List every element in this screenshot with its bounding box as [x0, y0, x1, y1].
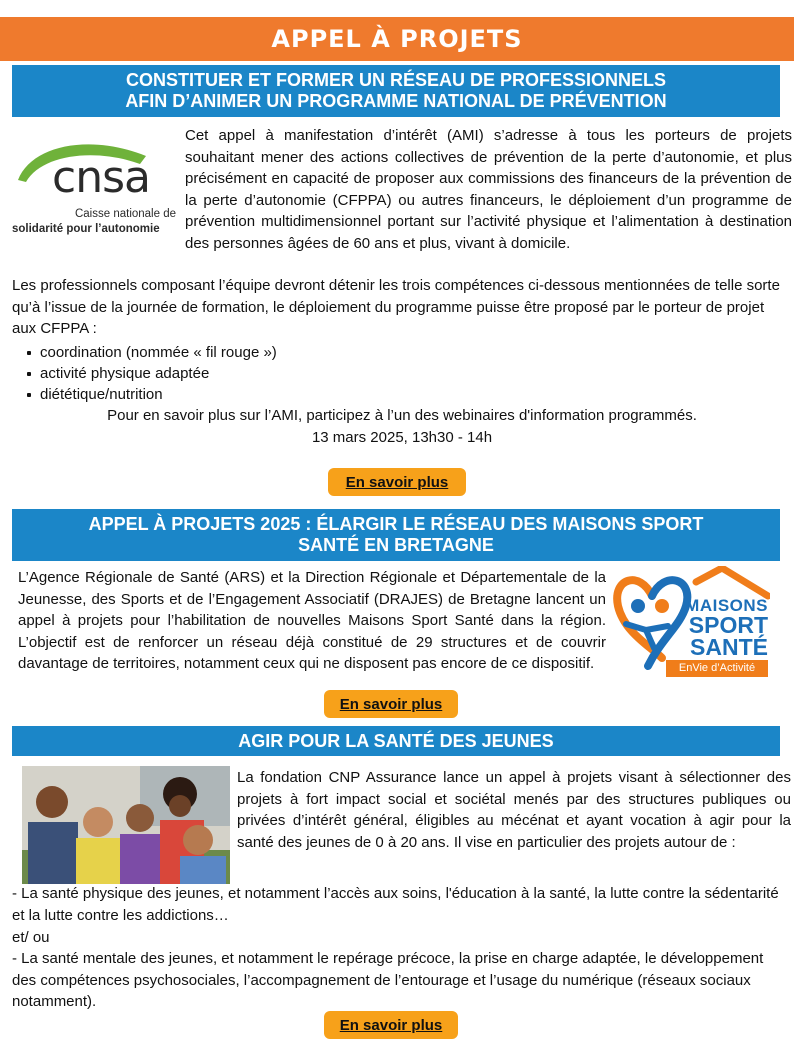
section3-item1: - La santé physique des jeunes, et notamment l’accès aux soins, l'éducation à la santé, la lutte contre la sédentarité et la lutte contre les addictions…: [12, 885, 779, 924]
cnsa-caption-line2: solidarité pour l’autonomie: [12, 223, 160, 235]
section1-more-label: En savoir plus: [345, 473, 449, 491]
section3-connector: et/ ou: [12, 929, 50, 946]
section2-body: L’Agence Régionale de Santé (ARS) et la Direction Régionale et Départementale de la Jeunesse, des Sports et de l’Engagement Associatif (DRAJES) de Bretagne lancent un appel à projets pour l’habilitation de nouvelles Maisons Sport Santé dans la région. L’objectif est de renforcer un réseau déjà constitué de 29 structures et de couvrir davantage de territoires, notamment ceux qui ne disposent pas encore de ce dispositif.: [18, 569, 606, 672]
logo-maisons: MAISONS: [685, 596, 768, 615]
section3-more-button[interactable]: [324, 1011, 458, 1039]
section3-item2: - La santé mentale des jeunes, et notamment le repérage précoce, la prise en charge adaptée, le développement des compétences psychosociales, l’accompagnement de l’entourage et l’usage du numérique (réseaux sociaux notamment).: [12, 950, 764, 1010]
list-item: coordination (nommée « fil rouge »): [12, 342, 512, 363]
section1-webinar-date: 13 mars 2025, 13h30 - 14h: [311, 429, 493, 446]
section3-header: [12, 726, 780, 756]
section3-title: AGIR POUR LA SANTÉ DES JEUNES: [238, 730, 554, 751]
maisons-sport-sante-logo: [610, 566, 770, 678]
section1-header: [12, 65, 780, 117]
section1-title-line2: AFIN D’ANIMER UN PROGRAMME NATIONAL DE PRÉVENTION: [125, 91, 667, 111]
section3-intro: La fondation CNP Assurance lance un appel à projets visant à sélectionner des projets à fort impact social et sociétal menés par des structures publiques ou privées d’intérêt général, éligibles au mécénat et ayant vocation à agir pour la santé des jeunes de 0 à 20 ans. Il vise en particulier des projets autour de :: [237, 769, 791, 851]
section2-more-button[interactable]: [324, 690, 458, 718]
section1-more-button[interactable]: [328, 468, 466, 496]
banner-title: APPEL À PROJETS: [271, 25, 523, 53]
section1-webinar-line: Pour en savoir plus sur l’AMI, participez à l’un des webinaires d'information programmés.: [107, 407, 697, 424]
section1-paragraph2: Les professionnels composant l’équipe devront détenir les trois compétences ci-dessous mentionnées de telle sorte qu’à l’issue de la journée de formation, le déploiement du programme puisse être proposé par le porteur de projet aux CFPPA :: [12, 277, 780, 337]
young-people-photo: [22, 766, 230, 884]
section2-header: [12, 509, 780, 561]
list-item: diététique/nutrition: [12, 384, 512, 405]
cnsa-caption-line1: Caisse nationale de: [74, 208, 176, 220]
top-banner: [0, 17, 794, 61]
section2-more-label: En savoir plus: [339, 695, 443, 713]
logo-sante: SANTÉ: [690, 634, 768, 660]
section2-title-line1: APPEL À PROJETS 2025 : ÉLARGIR LE RÉSEAU DES MAISONS SPORT: [88, 514, 704, 534]
group-photo-icon: [22, 766, 230, 884]
section1-intro: Cet appel à manifestation d’intérêt (AMI) s’adresse à tous les porteurs de projets souhaitant mener des actions collectives de prévention de la perte d’autonomie, et plus précisément en capacité de proposer aux commissions des financeurs de la prévention de la perte d’autonomie (CFPPA) ou autres financeurs, le déploiement d’un programme de prévention multidimensionnel portant sur l’activité physique et l’alimentation à destination des personnes âgées de 60 ans et plus, vivant à domicile.: [185, 127, 792, 252]
logo-sport: SPORT: [688, 612, 768, 638]
cnsa-wordmark: cnsa: [52, 152, 150, 203]
section3-more-label: En savoir plus: [339, 1016, 443, 1034]
section1-title-line1: CONSTITUER ET FORMER UN RÉSEAU DE PROFESSIONNELS: [125, 70, 667, 90]
section1-bullet-list: [12, 342, 512, 405]
logo-tagline: EnVie d’Activité: [666, 660, 768, 677]
section2-title-line2: SANTÉ EN BRETAGNE: [298, 535, 494, 555]
list-item: activité physique adaptée: [12, 363, 512, 384]
cnsa-logo: [12, 136, 176, 242]
